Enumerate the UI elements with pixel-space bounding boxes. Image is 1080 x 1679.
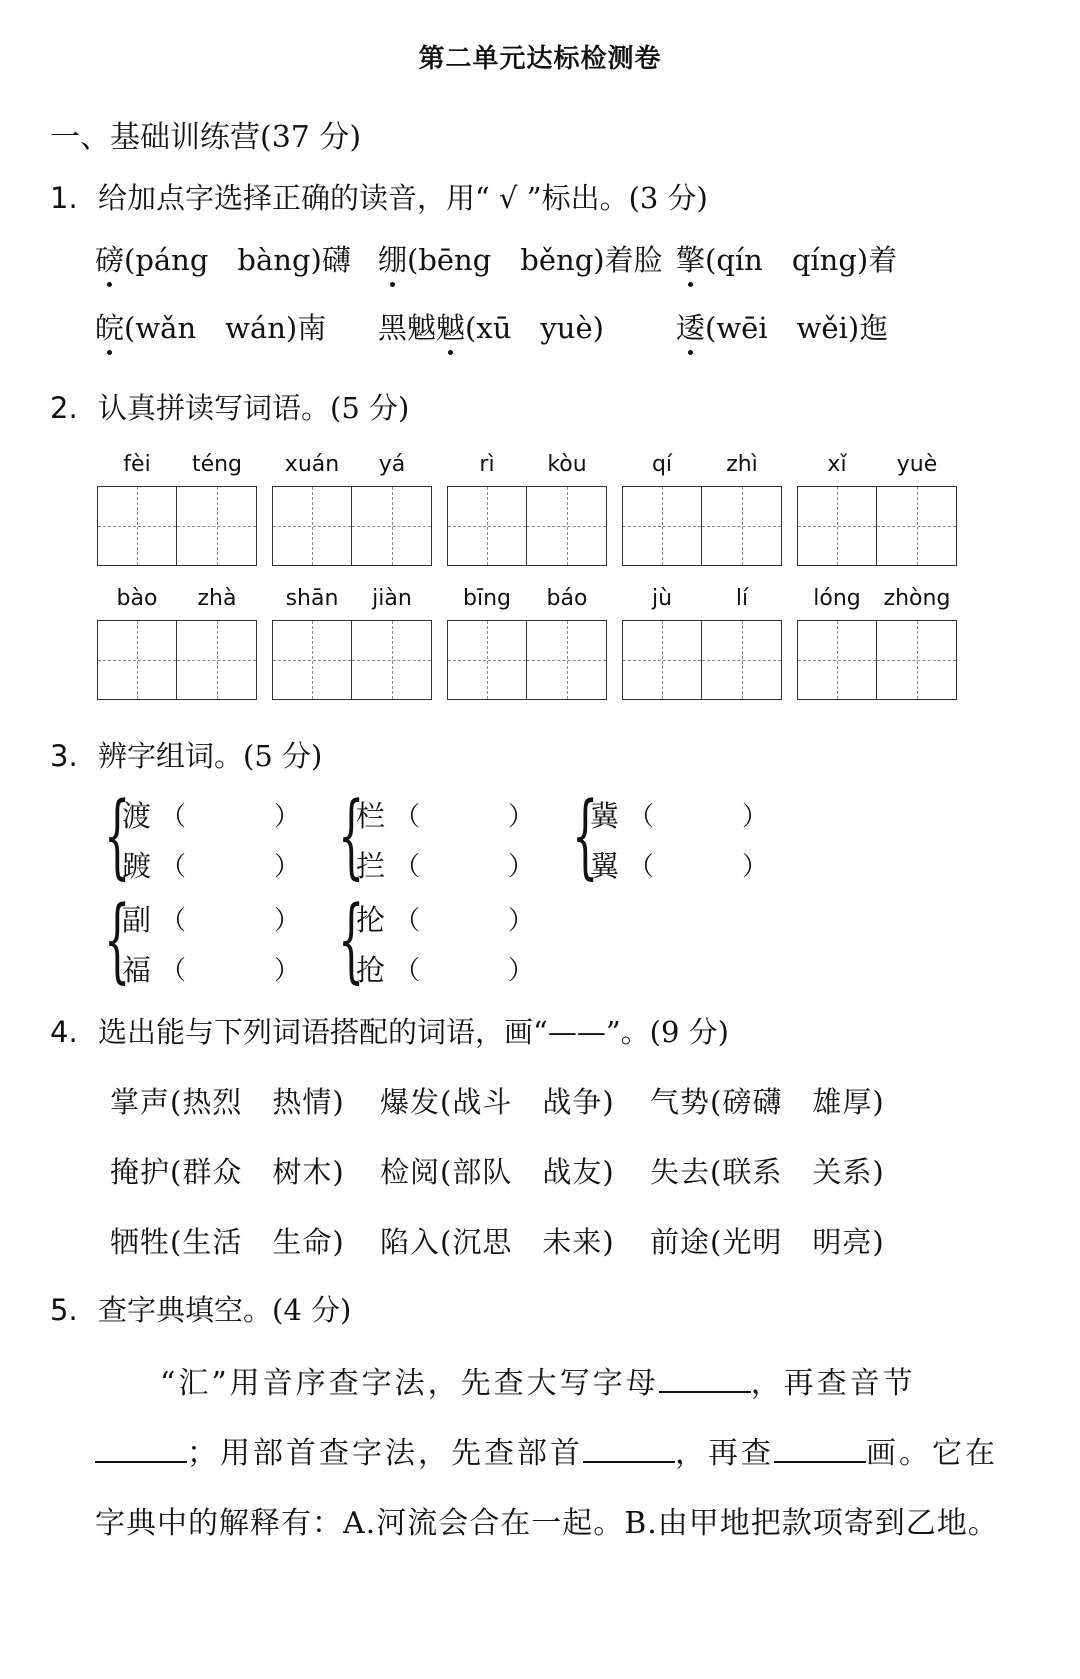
answer-close: ）: [508, 956, 535, 986]
answer-close: ）: [274, 906, 301, 936]
char-pair: [104, 886, 324, 1004]
q1-item-2: [378, 238, 663, 279]
pair-char: 栏: [356, 799, 386, 833]
question-4-heading: [50, 1010, 729, 1051]
q5-line-3: 字典中的解释有：A.河流会合在一起。B.由甲地把款项寄到乙地。: [95, 1506, 999, 1541]
writing-cell[interactable]: [702, 486, 782, 566]
answer-close: ）: [274, 802, 301, 832]
answer-open[interactable]: （: [394, 802, 421, 832]
pair-char: 抡: [356, 903, 386, 937]
brace-icon: {: [338, 782, 365, 889]
pinyin-label: kòu: [547, 452, 587, 477]
answer-close: ）: [508, 852, 535, 882]
q1-item-1: [95, 238, 351, 279]
question-3-heading: [50, 734, 322, 775]
pair-char: 福: [122, 953, 152, 987]
pair-char: 副: [122, 903, 152, 937]
word-prefix: 黑魆: [378, 311, 437, 345]
collocation-item[interactable]: 掩护(群众 树木): [110, 1155, 345, 1189]
writing-cell[interactable]: [97, 486, 177, 566]
question-text: 认真拼读写词语。(5 分): [98, 391, 410, 425]
pinyin-label: bīng: [463, 586, 511, 611]
char-pair: [104, 782, 324, 900]
pinyin-label: bào: [116, 586, 158, 611]
char-pair: [338, 886, 558, 1004]
writing-cell[interactable]: [797, 486, 877, 566]
pinyin-label: báo: [546, 586, 588, 611]
pinyin-options[interactable]: (wǎn wán): [124, 311, 298, 345]
question-number: 1.: [50, 181, 78, 215]
question-text: 辨字组词。(5 分): [98, 739, 323, 773]
answer-open[interactable]: （: [628, 852, 655, 882]
dotted-char: 磅: [95, 238, 124, 279]
q5-text: ，再查音节: [750, 1366, 916, 1401]
answer-close: ）: [508, 906, 535, 936]
collocation-item[interactable]: 牺牲(生活 生命): [110, 1225, 345, 1259]
char-pair: [572, 782, 792, 900]
pinyin-label: zhì: [726, 452, 758, 477]
writing-cell[interactable]: [177, 620, 257, 700]
pair-char: 拦: [356, 849, 386, 883]
pinyin-label: rì: [479, 452, 495, 477]
word-suffix: 礴: [321, 243, 351, 277]
pair-char: 抢: [356, 953, 386, 987]
answer-close: ）: [742, 852, 769, 882]
word-suffix: 着脸: [604, 243, 663, 277]
brace-icon: {: [572, 782, 599, 889]
question-number: 5.: [50, 1293, 78, 1327]
answer-open[interactable]: （: [394, 956, 421, 986]
pinyin-label: lóng: [813, 586, 861, 611]
pinyin-label: lí: [735, 586, 749, 611]
collocation-item[interactable]: 检阅(部队 战友): [380, 1155, 615, 1189]
writing-cell[interactable]: [702, 620, 782, 700]
dotted-char: 绷: [378, 238, 407, 279]
pinyin-label: téng: [191, 452, 243, 477]
question-1-heading: [50, 176, 708, 217]
pinyin-options[interactable]: (bēng běng): [407, 243, 605, 277]
answer-open[interactable]: （: [394, 906, 421, 936]
word-suffix: 南: [297, 311, 327, 345]
pair-char: 渡: [122, 799, 152, 833]
dotted-char: 逶: [676, 306, 705, 347]
writing-cell[interactable]: [447, 620, 527, 700]
writing-cell[interactable]: [877, 620, 957, 700]
collocation-item[interactable]: 爆发(战斗 战争): [380, 1085, 615, 1119]
question-number: 3.: [50, 739, 78, 773]
writing-cell[interactable]: [352, 486, 432, 566]
pinyin-label: zhòng: [883, 586, 951, 611]
dotted-char: 魆: [436, 306, 465, 347]
pinyin-label: qí: [651, 452, 673, 477]
q5-text: ；用部首查字法，先查部首: [187, 1436, 583, 1471]
writing-cell[interactable]: [877, 486, 957, 566]
pinyin-options[interactable]: (wēi wěi): [705, 311, 860, 345]
answer-blank[interactable]: [774, 1435, 866, 1463]
collocation-item[interactable]: 掌声(热烈 热情): [110, 1085, 345, 1119]
pair-char: 冀: [590, 799, 620, 833]
pinyin-label: xuán: [284, 452, 340, 477]
answer-blank[interactable]: [95, 1435, 187, 1463]
q5-text: ，再查: [675, 1436, 774, 1471]
pinyin-label: fèi: [123, 452, 151, 477]
writing-cell[interactable]: [527, 620, 607, 700]
answer-close: ）: [274, 852, 301, 882]
char-pair: [338, 782, 558, 900]
brace-icon: {: [104, 782, 131, 889]
answer-close: ）: [508, 802, 535, 832]
section-heading: 一、基础训练营(37 分): [50, 120, 362, 155]
question-text: 查字典填空。(4 分): [98, 1293, 352, 1327]
writing-cell[interactable]: [352, 620, 432, 700]
q5-text: “汇”用音序查字法，先查大写字母: [160, 1366, 659, 1401]
brace-icon: {: [338, 886, 365, 993]
q5-text: 画。它在: [866, 1436, 998, 1471]
q5-line-1: [160, 1358, 916, 1402]
writing-cell[interactable]: [447, 486, 527, 566]
word-suffix: 迤: [859, 311, 889, 345]
pinyin-label: zhà: [197, 586, 237, 611]
question-5-heading: [50, 1288, 351, 1329]
answer-blank[interactable]: [583, 1435, 675, 1463]
pinyin-label: yá: [378, 452, 406, 477]
writing-cell[interactable]: [177, 486, 257, 566]
dotted-char: 擎: [676, 238, 705, 279]
writing-cell[interactable]: [527, 486, 607, 566]
answer-open[interactable]: （: [160, 852, 187, 882]
pinyin-options[interactable]: (xū yuè): [465, 311, 604, 345]
pair-char: 翼: [590, 849, 620, 883]
writing-cell[interactable]: [272, 620, 352, 700]
writing-cell[interactable]: [622, 620, 702, 700]
question-number: 2.: [50, 391, 78, 425]
answer-close: ）: [274, 956, 301, 986]
pinyin-options[interactable]: (qín qíng): [705, 243, 869, 277]
answer-blank[interactable]: [659, 1365, 751, 1393]
question-2-heading: [50, 386, 409, 427]
page-title: 第二单元达标检测卷: [418, 44, 662, 74]
collocation-item[interactable]: 前途(光明 明亮): [650, 1225, 885, 1259]
q1-item-6: [676, 306, 888, 347]
pair-char: 踱: [122, 849, 152, 883]
q1-item-5: [378, 306, 604, 347]
writing-cell[interactable]: [622, 486, 702, 566]
pinyin-label: jù: [651, 586, 673, 611]
answer-open[interactable]: （: [160, 906, 187, 936]
q1-item-3: [676, 238, 897, 279]
q1-item-4: [95, 306, 326, 347]
collocation-item[interactable]: 失去(联系 关系): [650, 1155, 885, 1189]
pinyin-label: shān: [285, 586, 339, 611]
writing-cell[interactable]: [797, 620, 877, 700]
answer-open[interactable]: （: [160, 956, 187, 986]
writing-cell[interactable]: [97, 620, 177, 700]
answer-close: ）: [742, 802, 769, 832]
pinyin-label: yuè: [896, 452, 938, 477]
collocation-item[interactable]: 陷入(沉思 未来): [380, 1225, 615, 1259]
question-text: 给加点字选择正确的读音，用“ √ ”标出。(3 分): [98, 181, 708, 215]
pinyin-label: xǐ: [827, 452, 847, 477]
question-number: 4.: [50, 1015, 78, 1049]
pinyin-label: jiàn: [372, 586, 412, 611]
answer-open[interactable]: （: [394, 852, 421, 882]
pinyin-options[interactable]: (páng bàng): [124, 243, 322, 277]
answer-open[interactable]: （: [160, 802, 187, 832]
q5-line-2: [95, 1428, 998, 1472]
brace-icon: {: [104, 886, 131, 993]
writing-cell[interactable]: [272, 486, 352, 566]
collocation-item[interactable]: 气势(磅礴 雄厚): [650, 1085, 885, 1119]
dotted-char: 皖: [95, 306, 124, 347]
question-text: 选出能与下列词语搭配的词语，画“——”。(9 分): [98, 1015, 729, 1049]
answer-open[interactable]: （: [628, 802, 655, 832]
word-suffix: 着: [868, 243, 898, 277]
